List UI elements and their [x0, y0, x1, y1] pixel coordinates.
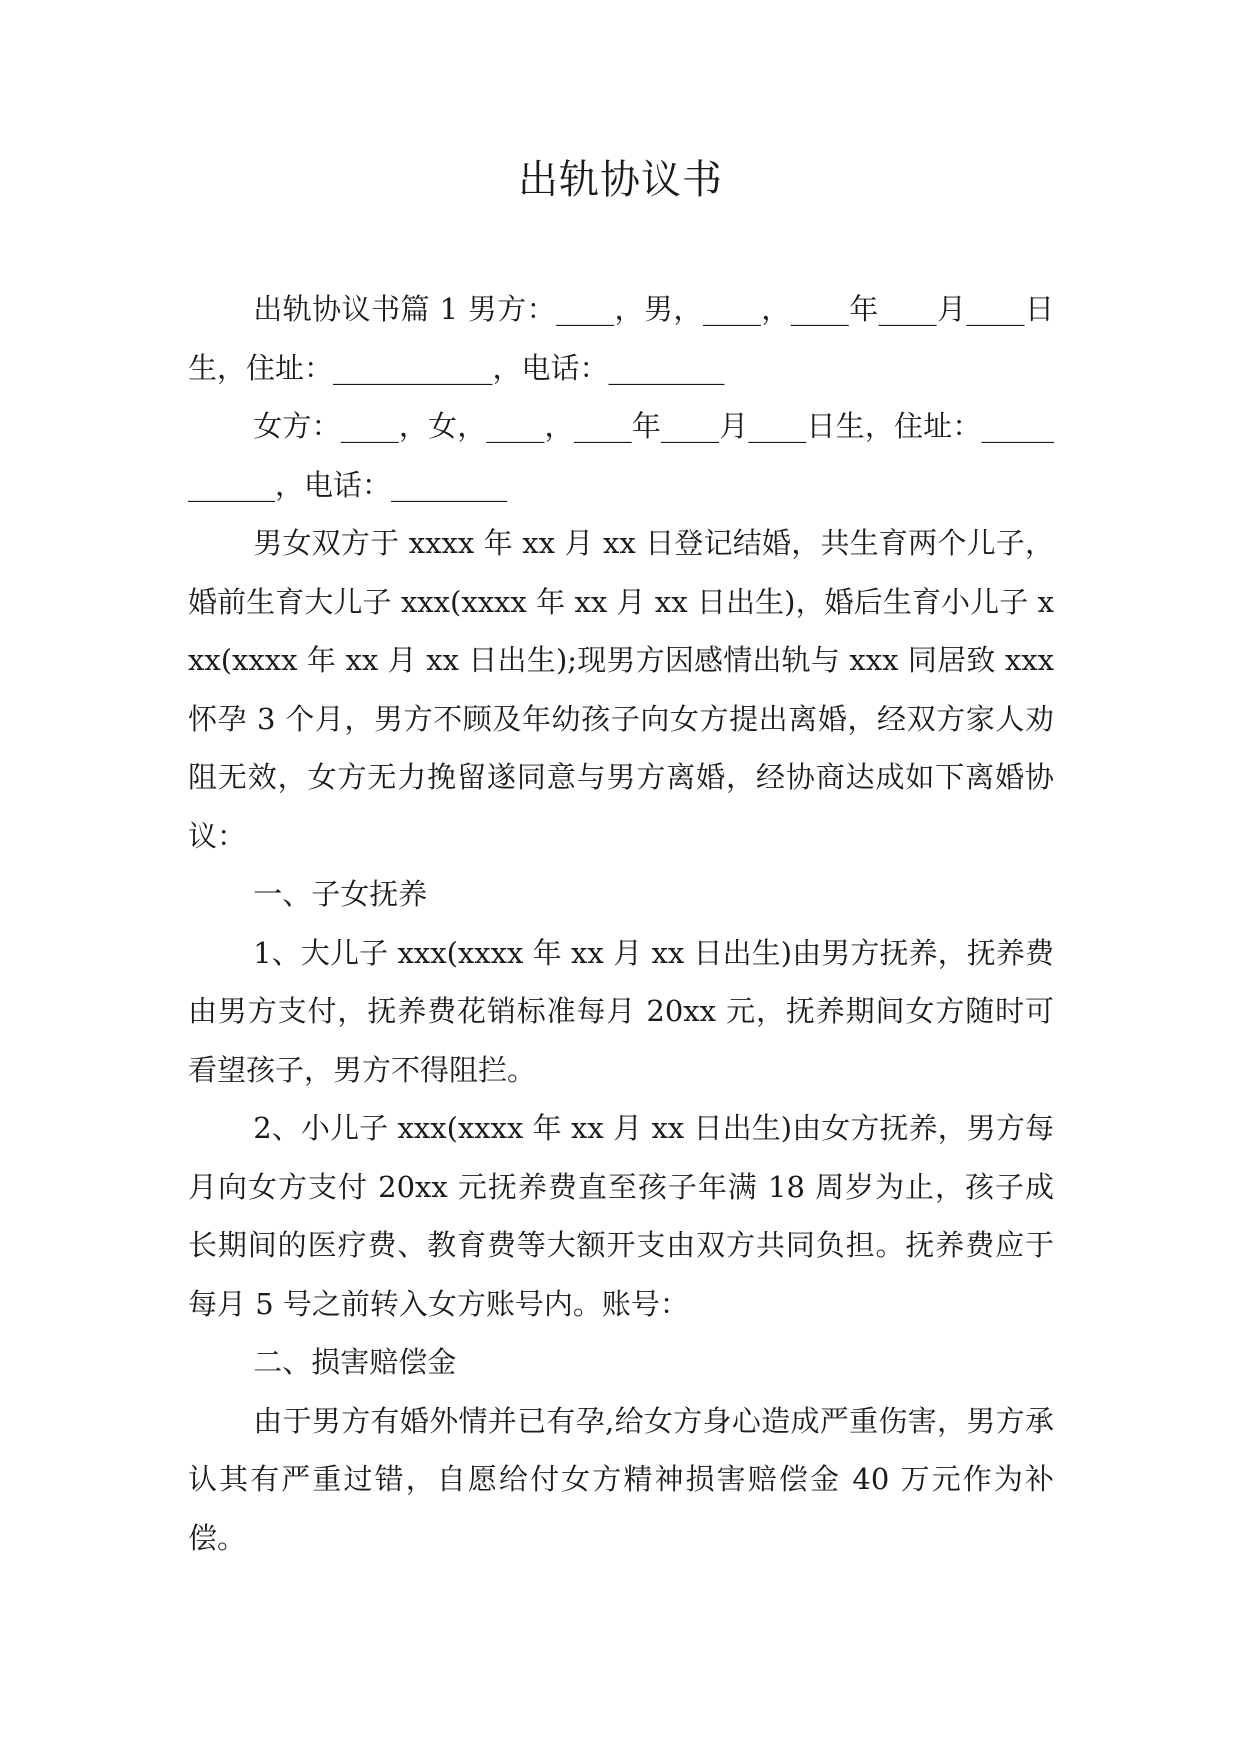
paragraph-elder-son: 1、大儿子 xxx(xxxx 年 xx 月 xx 日出生)由男方抚养，抚养费由男方支付，抚养费花销标准每月 20xx 元，抚养期间女方随时可看望孩子，男方不得阻拦。 [188, 935, 1054, 1087]
paragraph-female-party: 女方：____，女，____，____年____月____日生，住址：___________，电话：________ [188, 409, 1054, 502]
paragraph-younger-son: 2、小儿子 xxx(xxxx 年 xx 月 xx 日出生)由女方抚养，男方每月向女方支付 20xx 元抚养费直至孩子年满 18 周岁为止，孩子成长期间的医疗费、教育费等大额开支由双方共同负担。抚养费应于每月 5 号之前转入女方账号内。账号： [188, 1111, 1054, 1321]
document-body [188, 280, 1054, 1567]
section-heading-child-custody: 一、子女抚养 [253, 877, 428, 911]
document-title: 出轨协议书 [518, 157, 723, 203]
paragraph-background: 男女双方于 xxxx 年 xx 月 xx 日登记结婚，共生育两个儿子，婚前生育大儿子 xxx(xxxx 年 xx 月 xx 日出生)，婚后生育小儿子 xxx(xxxx 年 xx 月 xx 日出生);现男方因感情出轨与 xxx 同居致 xxx 怀孕 3 个月，男方不顾及年幼孩子向女方提出离婚，经双方家人劝阻无效，女方无力挽留遂同意与男方离婚，经协商达成如下离婚协议： [188, 526, 1054, 853]
paragraph-male-party: 出轨协议书篇 1 男方：____，男，____，____年____月____日生，住址：___________，电话：________ [188, 292, 1054, 385]
section-heading-compensation: 二、损害赔偿金 [253, 1345, 457, 1379]
paragraph-compensation: 由于男方有婚外情并已有孕,给女方身心造成严重伤害，男方承认其有严重过错，自愿给付女方精神损害赔偿金 40 万元作为补偿。 [188, 1403, 1054, 1555]
